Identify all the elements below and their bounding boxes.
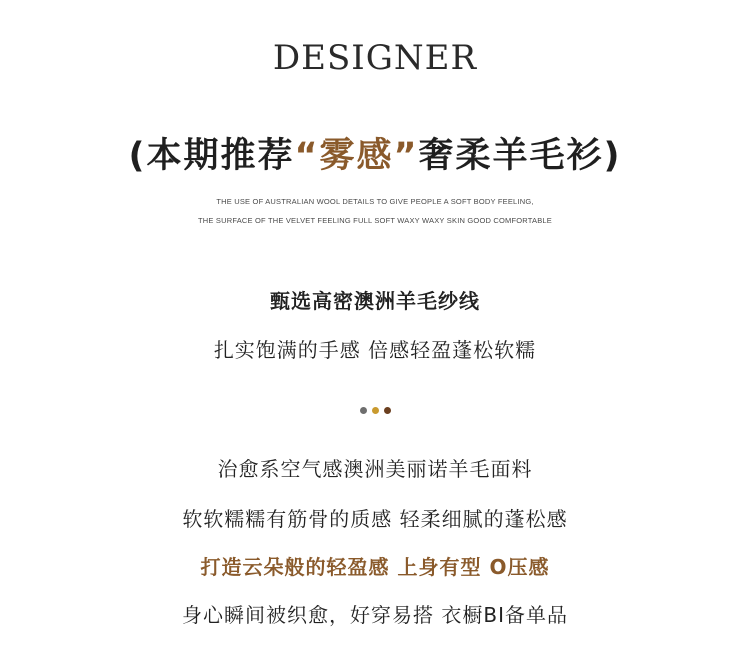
divider-dot-gold bbox=[372, 407, 379, 414]
detail-line-1: 治愈系空气感澳洲美丽诺羊毛面料 bbox=[217, 457, 533, 481]
divider-dot-brown bbox=[384, 407, 391, 414]
detail-line-2: 软软糯糯有筋骨的质感 轻柔细腻的蓬松感 bbox=[182, 507, 568, 531]
headline-suffix: 奢柔羊毛衫) bbox=[418, 136, 622, 176]
intro-heading: 甄选高密澳洲羊毛纱线 bbox=[270, 289, 480, 313]
detail-line-highlight: 打造云朵般的轻盈感 上身有型 O压感 bbox=[200, 555, 550, 579]
brand-title: DESIGNER bbox=[272, 38, 478, 78]
dot-divider bbox=[0, 407, 750, 414]
detail-line-4: 身心瞬间被织愈，好穿易搭 衣橱BI备单品 bbox=[182, 603, 568, 627]
english-subtitle-line-2: THE SURFACE OF THE VELVET FEELING FULL SOFT WAXY WAXY SKIN GOOD COMFORTABLE bbox=[198, 216, 552, 225]
english-subtitle-line-1: THE USE OF AUSTRALIAN WOOL DETAILS TO GIVE PEOPLE A SOFT BODY FEELING, bbox=[216, 197, 534, 206]
headline-prefix: (本期推荐 bbox=[128, 136, 295, 176]
divider-dot-grey bbox=[360, 407, 367, 414]
headline bbox=[0, 128, 750, 178]
headline-accent: “雾感” bbox=[294, 136, 419, 176]
intro-description: 扎实饱满的手感 倍感轻盈蓬松软糯 bbox=[213, 338, 537, 362]
